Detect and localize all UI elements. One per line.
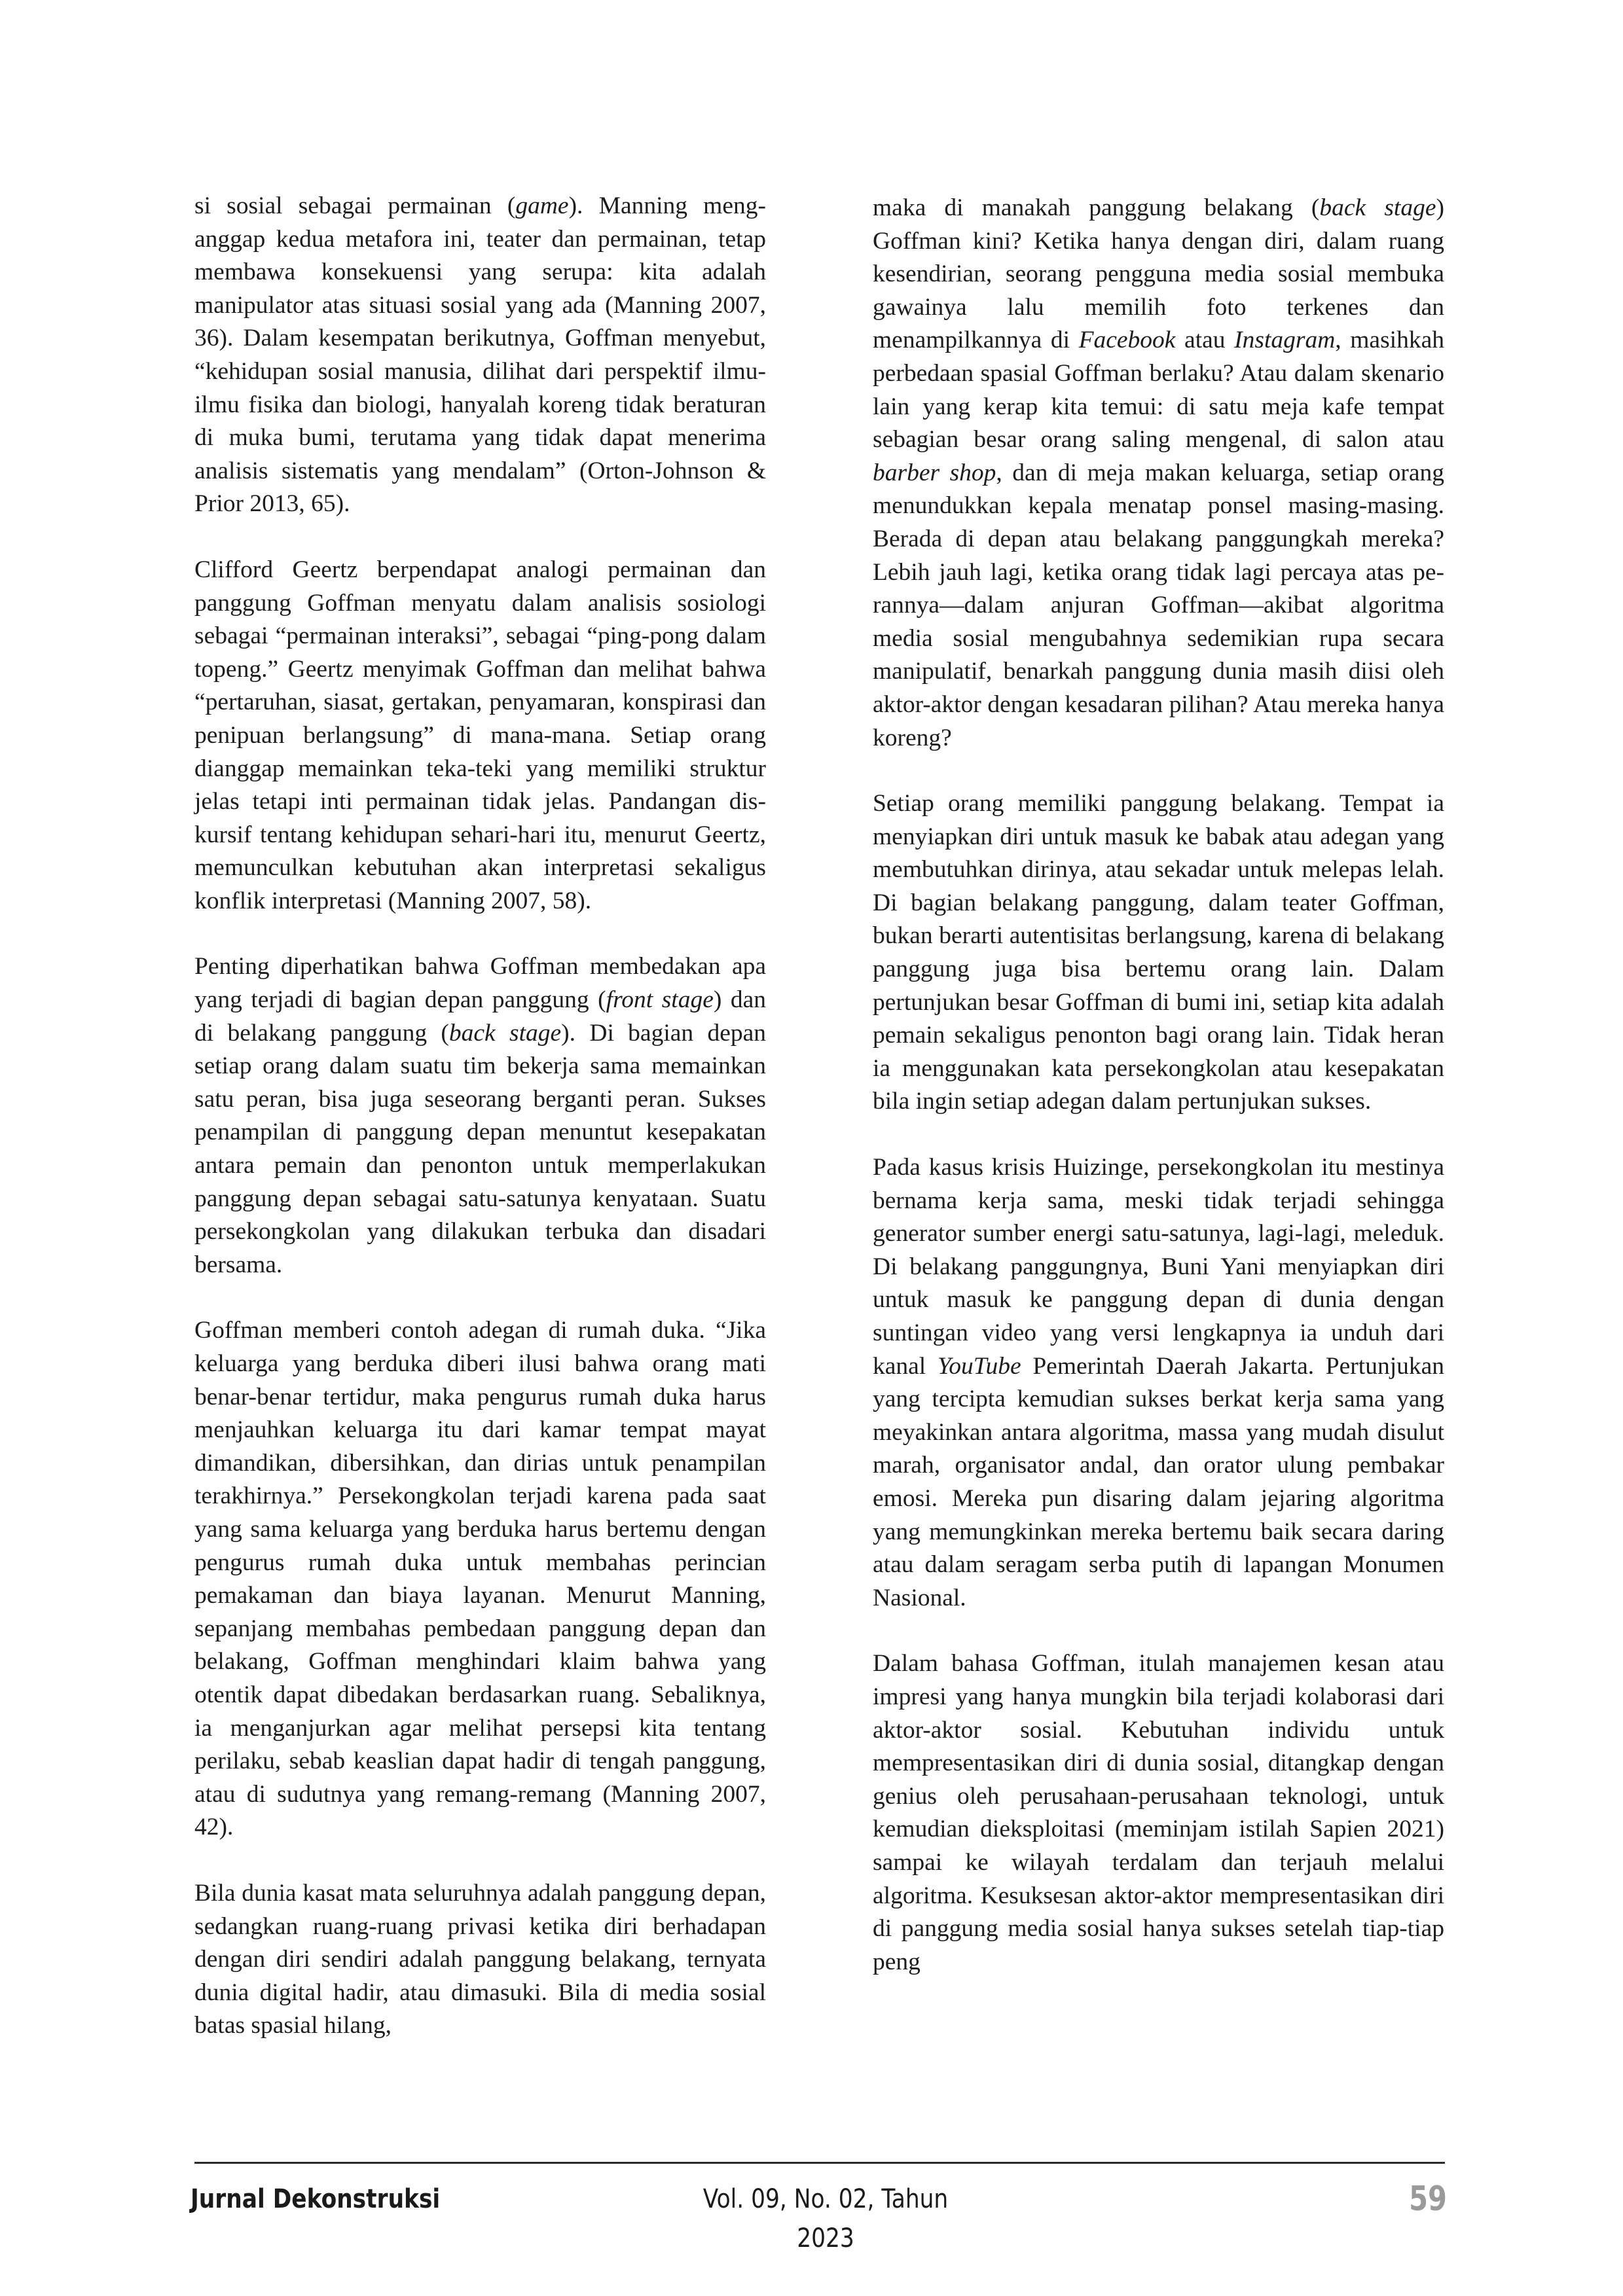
paragraph: Goffman memberi contoh adegan di rumah duka. “Jika keluarga yang berduka diberi ilusi bahwa orang mati benar-benar tertidur, maka pengurus rumah duka harus menjauhkan keluarga itu dari kamar tempat mayat dimandikan, dibersihkan, dan dirias untuk penampilan terakhirnya.” Persekongkolan terjadi karena pada saat yang sama keluarga yang berduka harus bertemu dengan pengurus rumah duka untuk membahas perincian pemakaman dan biaya layanan. Menurut Manning, sepanjang membahas pembedaan panggung depan dan belakang, Goffman menghindari klaim bahwa yang otentik dapat dibedakan berdasarkan ruang. Sebaliknya, ia menganjurkan agar melihat persepsi kita tentang perilaku, sebab keaslian dapat hadir di tengah panggung, atau di sudutnya yang remang-remang (Manning 2007, 42). [194,1317,766,1841]
paragraph: si sosial sebagai permainan (game). Manning menganggap kedua metafora ini, teater dan permainan, tetap membawa konsekuensi yang serupa: kita adalah manipulator atas situasi sosial yang ada (Manning 2007, 36). Dalam kesempatan berikutnya, Goffman menyebut, “kehidupan sosial manusia, dilihat dari perspektif ilmu-ilmu fisika dan biologi, hanyalah koreng tidak beraturan di muka bumi, terutama yang tidak dapat menerima analisis sistematis yang mendalam” (Orton-Johnson & Prior 2013, 65). [194,192,766,518]
page-number: 59 [1409,2179,1447,2219]
paragraph: maka di manakah panggung belakang (back stage) Goffman kini? Ketika hanya dengan diri, dalam ruang kesendirian, seorang pengguna media sosial membuka gawainya lalu memilih foto terkenes dan menampilkannya di Facebook atau Instagram, masihkah perbedaan spasial Goffman berlaku? Atau dalam skenario lain yang kerap kita temui: di satu meja kafe tempat sebagian besar orang saling mengenal, di salon atau barber shop, dan di meja makan keluarga, setiap orang menundukkan kepala menatap ponsel masing-masing. Berada di depan atau belakang panggungkah mereka? Lebih jauh lagi, ketika orang tidak lagi percaya atas perannya—dalam anjuran Goffman—akibat algoritma media sosial mengubahnya sedemikian rupa secara manipulatif, benarkah panggung dunia masih diisi oleh aktor-aktor dengan kesadaran pilihan? Atau mereka hanya koreng? [873,194,1444,751]
paragraph: Bila dunia kasat mata seluruhnya adalah panggung depan, sedangkan ruang-ruang privasi ketika diri berhadapan dengan diri sendiri adalah panggung belakang, ternyata dunia digital hadir, atau dimasuki. Bila di media sosial batas spasial hilang, [194,1879,766,2039]
paragraph: Pada kasus krisis Huizinge, persekongkolan itu mestinya bernama kerja sama, meski tidak terjadi sehingga generator sumber energi satu-satunya, lagi-lagi, meleduk. Di belakang panggungnya, Buni Yani menyiapkan diri untuk masuk ke panggung depan di dunia dengan suntingan video yang versi lengkapnya ia unduh dari kanal YouTube Pemerintah Daerah Jakarta. Pertunjukan yang tercipta kemudian sukses berkat kerja sama yang meyakinkan antara algoritma, massa yang mudah disulut marah, organisator andal, dan orator ulung pembakar emosi. Mereka pun disaring dalam jejaring algoritma yang memungkinkan mereka bertemu baik secara daring atau dalam seragam serba putih di lapangan Monumen Nasional. [873,1154,1445,1611]
footer-rule [194,2162,1445,2164]
journal-name: Jurnal Dekonstruksi [191,2184,441,2214]
paragraph: Setiap orang memiliki panggung belakang. Tempat ia menyiapkan diri untuk masuk ke babak atau adegan yang membutuhkan dirinya, atau sekadar untuk melepas lelah. Di bagian belakang panggung, dalam teater Goffman, bukan berarti autentisitas berlangsung, karena di belakang panggung juga bisa bertemu orang lain. Dalam pertunjukan besar Goffman di bumi ini, setiap kita adalah pemain sekaligus penonton bagi orang lain. Tidak heran ia menggunakan kata persekongkolan atau kesepakatan bila ingin setiap adegan dalam pertunjukan sukses. [873,790,1444,1115]
paragraph: Dalam bahasa Goffman, itulah manajemen kesan atau impresi yang hanya mungkin bila terjadi kolaborasi dari aktor-aktor sosial. Kebutuhan individu untuk mempresentasikan diri di dunia sosial, ditangkap dengan genius oleh perusahaan-perusahaan teknologi, untuk kemudian dieksploitasi (meminjam istilah Sapien 2021) sampai ke wilayah terdalam dan terjauh melalui algoritma. Kesuksesan aktor-aktor mempresentasikan diri di panggung media sosial hanya sukses setelah tiap-tiap peng [873,1650,1444,1975]
left-column [194,190,766,2043]
issue-info: Vol. 09, No. 02, Tahun 2023 [702,2184,949,2253]
right-column [873,192,1444,1979]
paragraph: Penting diperhatikan bahwa Goffman membedakan apa yang terjadi di bagian depan panggung (front stage) dan di belakang panggung (back stage). Di bagian depan setiap orang dalam suatu tim bekerja sama memainkan satu peran, bisa juga seseorang berganti peran. Sukses penampilan di panggung depan menuntut kesepakatan antara pemain dan penonton untuk memperlakukan panggung depan sebagai satu-satunya kenyataan. Suatu persekongkolan yang dilakukan terbuka dan disadari bersama. [194,953,767,1278]
paragraph: Clifford Geertz berpendapat analogi permainan dan panggung Goffman menyatu dalam analisis sosiologi sebagai “permainan interaksi”, sebagai “ping-pong dalam topeng.” Geertz menyimak Goffman dan melihat bahwa “pertaruhan, siasat, gertakan, penyamaran, konspirasi dan penipuan berlangsung” di mana-mana. Setiap orang dianggap memainkan teka-teki yang memiliki struktur jelas tetapi inti permainan tidak jelas. Pandangan diskursif tentang kehidupan sehari-hari itu, menurut Geertz, memunculkan kebutuhan akan interpretasi sekaligus konflik interpretasi (Manning 2007, 58). [194,556,766,914]
